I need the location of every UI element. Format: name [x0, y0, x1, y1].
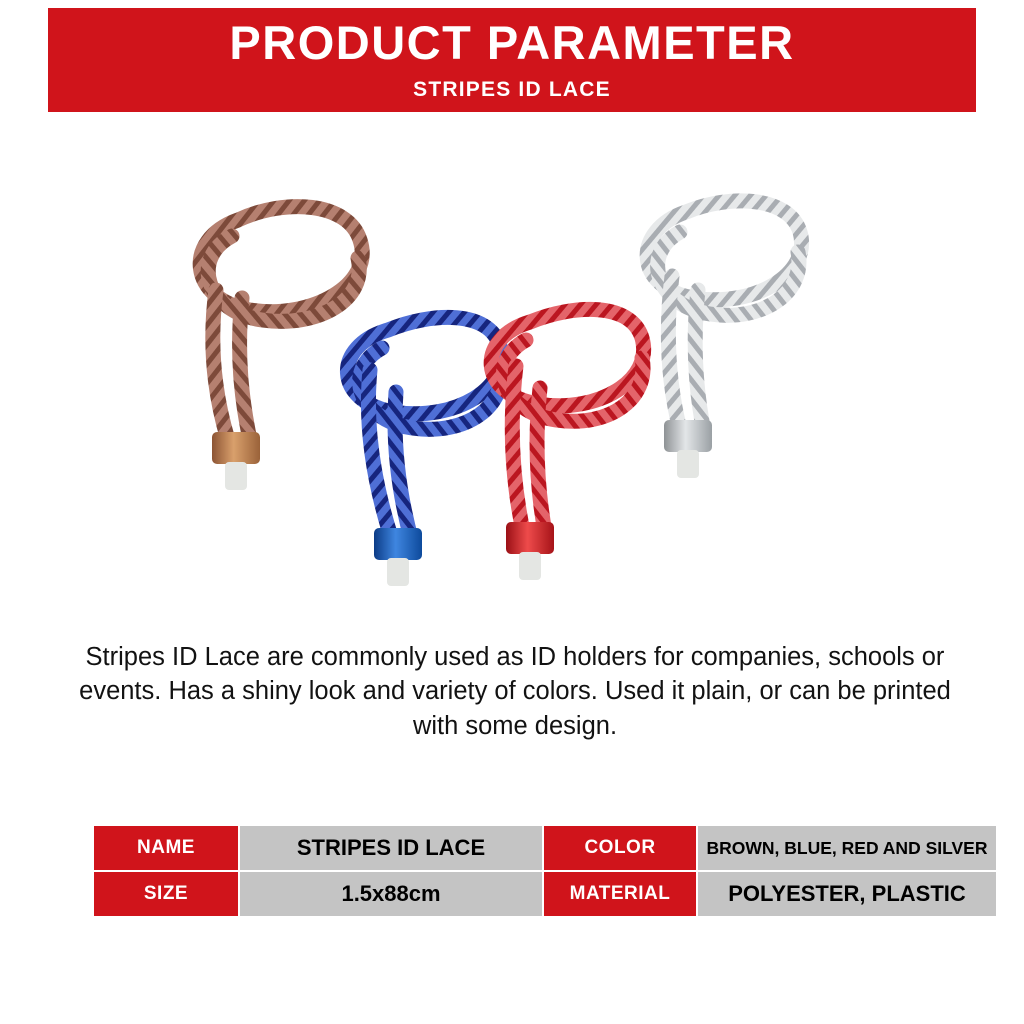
spec-label-color: COLOR: [543, 825, 697, 871]
product-description: Stripes ID Lace are commonly used as ID holders for companies, schools or events. Has a shiny look and variety of colors. Used it plain, or can be printed with some design.: [79, 643, 951, 740]
table-row: [93, 871, 997, 917]
page-subtitle: STRIPES ID LACE: [413, 77, 611, 101]
spec-value-material: POLYESTER, PLASTIC: [697, 871, 997, 917]
spec-value-name: STRIPES ID LACE: [239, 825, 543, 871]
product-image: [120, 140, 910, 610]
spec-value-color: BROWN, BLUE, RED AND SILVER: [697, 825, 997, 871]
header-banner: [48, 8, 976, 112]
spec-label-material: MATERIAL: [543, 871, 697, 917]
table-row: [93, 825, 997, 871]
blue-lanyard: [347, 317, 501, 586]
spec-label-name: NAME: [93, 825, 239, 871]
spec-label-size: SIZE: [93, 871, 239, 917]
red-lanyard: [491, 309, 643, 580]
spec-value-size: 1.5x88cm: [239, 871, 543, 917]
silver-lanyard: [647, 201, 801, 478]
brown-lanyard: [200, 207, 362, 490]
page-title: PRODUCT PARAMETER: [229, 16, 795, 70]
specification-table: [92, 824, 998, 918]
